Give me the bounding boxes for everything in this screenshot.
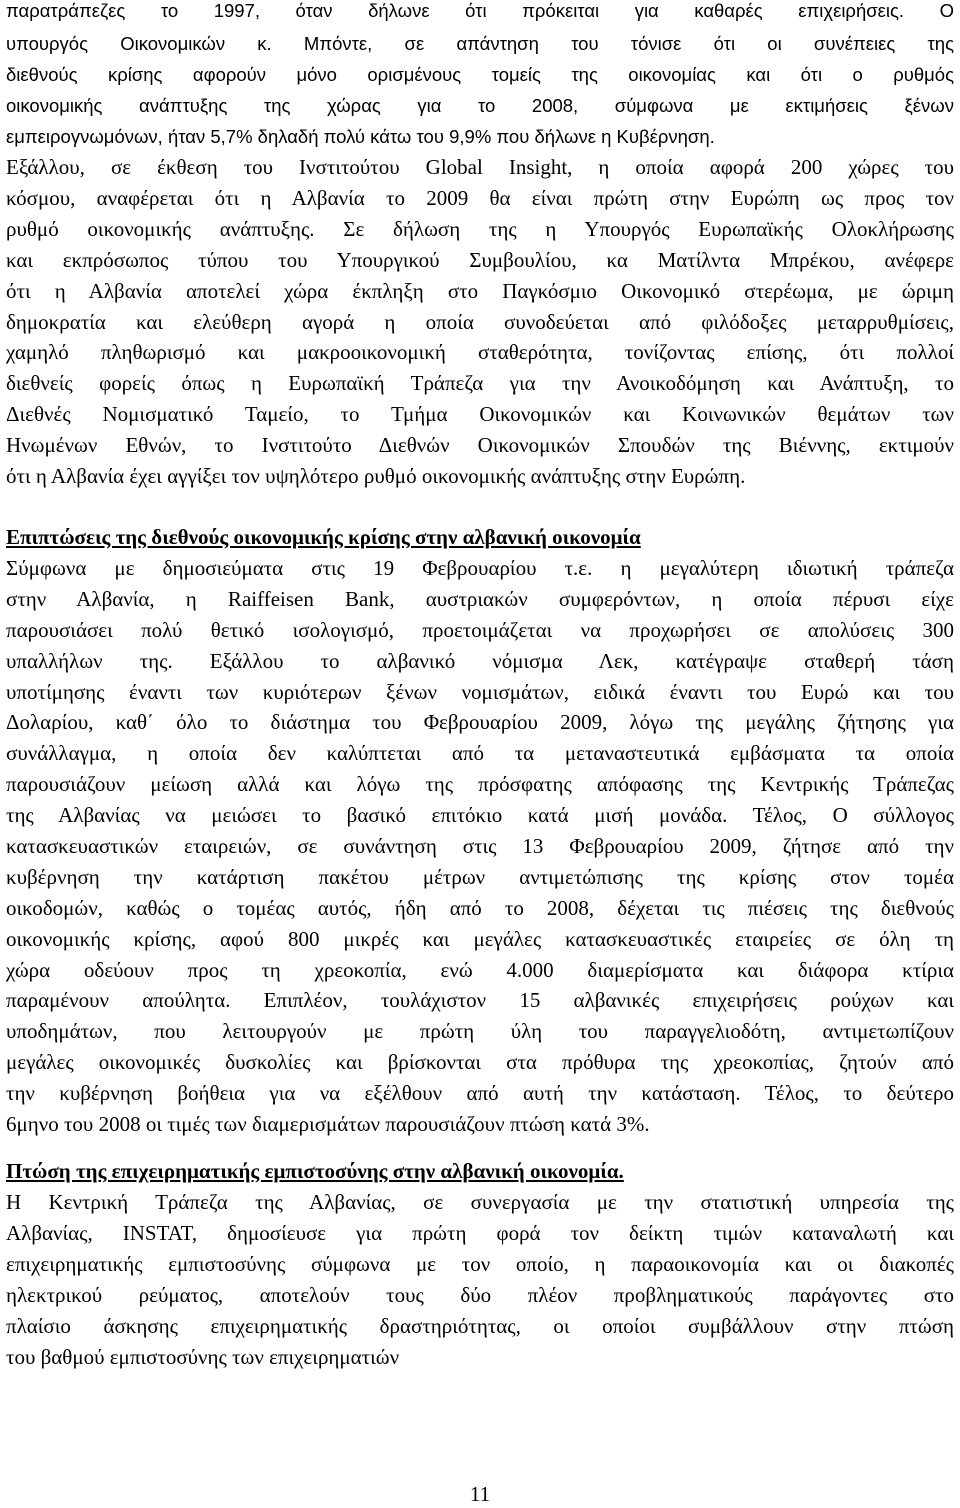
page-number: 11 (469, 1482, 491, 1506)
text-line: επιχειρηματικής εμπιστοσύνης σύμφωνα με τον οποίο, η παραοικονομία και οι διακοπές (6, 1252, 954, 1276)
text-line: κόσμου, αναφέρεται ότι η Αλβανία το 2009 θα είναι πρώτη στην Ευρώπη ως προς τον (6, 186, 954, 210)
text-line: Ηνωμένων Εθνών, το Ινστιτούτο Διεθνών Οικονομικών Σπουδών της Βιέννης, εκτιμούν (6, 433, 954, 457)
text-line: παρουσιάσει πολύ θετικό ισολογισμό, προετοιμάζεται να προχωρήσει σε απολύσεις 300 (6, 618, 954, 642)
text-line: 6μηνο του 2008 οι τιμές των διαμερισμάτων παρουσιάζουν πτώση κατά 3%. (6, 1112, 650, 1136)
text-line: ότι η Αλβανία έχει αγγίξει τον υψηλότερο ρυθμό οικονομικής ανάπτυξης στην Ευρώπη. (6, 464, 746, 488)
text-line: μεγάλες οικονομικές δυσκολίες και βρίσκονται στα πρόθυρα της χρεοκοπίας, ζητούν από (6, 1050, 954, 1074)
text-line: Σύμφωνα με δημοσιεύματα στις 19 Φεβρουαρίου τ.ε. η μεγαλύτερη ιδιωτική τράπεζα (6, 556, 954, 580)
text-line: την κυβέρνηση βοήθεια για να εξέλθουν από αυτή την κατάσταση. Τέλος, το δεύτερο (6, 1081, 954, 1105)
text-line: διεθνείς φορείς όπως η Ευρωπαϊκή Τράπεζα για την Ανοικοδόμηση και Ανάπτυξη, το (6, 371, 954, 395)
text-line: οικοδομών, καθώς ο τομέας αυτός, ήδη από το 2008, δέχεται τις πιέσεις της διεθνούς (6, 896, 954, 920)
text-line: υπουργός Οικονομικών κ. Μπόντε, σε απάντηση του τόνισε ότι οι συνέπειες της (6, 33, 954, 54)
text-line: ότι η Αλβανία αποτελεί χώρα έκπληξη στο Παγκόσμιο Οικονομικό στερέωμα, με ώριμη (6, 279, 954, 303)
text-line: διεθνούς κρίσης αφορούν μόνο ορισμένους τομείς της οικονομίας και ότι ο ρυθμός (6, 64, 954, 85)
text-line: χαμηλό πληθωρισμό και μακροοικονομική σταθερότητα, τονίζοντας επίσης, ότι πολλοί (6, 340, 954, 364)
text-line: εμπειρογνωμόνων, ήταν 5,7% δηλαδή πολύ κάτω του 9,9% που δήλωνε η Κυβέρνηση. (6, 126, 715, 147)
text-line: και εκπρόσωπος τύπου του Υπουργικού Συμβουλίου, κα Ματίλντα Μπρέκου, ανέφερε (6, 248, 954, 272)
text-line: υποδημάτων, που λειτουργούν με πρώτη ύλη του παραγγελιοδότη, αντιμετωπίζουν (6, 1019, 954, 1043)
text-line: Η Κεντρική Τράπεζα της Αλβανίας, σε συνεργασία με την στατιστική υπηρεσία της (6, 1190, 954, 1214)
text-line: συνάλλαγμα, η οποία δεν καλύπτεται από τα μεταναστευτικά εμβάσματα τα οποία (6, 741, 954, 765)
text-line: Εξάλλου, σε έκθεση του Ινστιτούτου Global Insight, η οποία αφορά 200 χώρες του (6, 155, 954, 179)
text-line: παρατράπεζες το 1997, όταν δήλωνε ότι πρόκειται για καθαρές επιχειρήσεις. Ο (6, 0, 954, 21)
text-line: οικονομικής ανάπτυξης της χώρας για το 2008, σύμφωνα με εκτιμήσεις ξένων (6, 95, 954, 116)
text-line: κατασκευαστικών εταιρειών, σε συνάντηση στις 13 Φεβρουαρίου 2009, ζήτησε από την (6, 834, 954, 858)
text-line: Διεθνές Νομισματικό Ταμείο, το Τμήμα Οικονομικών και Κοινωνικών θεμάτων των (6, 402, 954, 426)
text-line: χώρα οδεύουν προς τη χρεοκοπία, ενώ 4.000 διαμερίσματα και διάφορα κτίρια (6, 958, 954, 982)
text-line: παραμένουν απούλητα. Επιπλέον, τουλάχιστον 15 αλβανικές επιχειρήσεις ρούχων και (6, 988, 954, 1012)
text-line: υπαλλήλων της. Εξάλλου το αλβανικό νόμισμα Λεκ, κατέγραψε σταθερή τάση (6, 649, 954, 673)
text-line: του βαθμού εμπιστοσύνης των επιχειρηματιών (6, 1345, 400, 1369)
text-line: δημοκρατία και ελεύθερη αγορά η οποία συνοδεύεται από φιλόδοξες μεταρρυθμίσεις, (6, 310, 954, 334)
text-line: πλαίσιο άσκησης επιχειρηματικής δραστηριότητας, οι οποίοι συμβάλλουν στην πτώση (6, 1314, 954, 1338)
text-line: Δολαρίου, καθ΄ όλο το διάστημα του Φεβρουαρίου 2009, λόγω της μεγάλης ζήτησης για (6, 710, 954, 734)
text-line: της Αλβανίας να μειώσει το βασικό επιτόκιο κατά μισή μονάδα. Τέλος, Ο σύλλογος (6, 803, 954, 827)
section-heading: Πτώση της επιχειρηματικής εμπιστοσύνης στην αλβανική οικονομία. (6, 1159, 624, 1183)
text-line: ηλεκτρικού ρεύματος, αποτελούν τους δύο πλέον προβληματικούς παράγοντες στο (6, 1283, 954, 1307)
text-line: υποτίμησης έναντι των κυριότερων ξένων νομισμάτων, ειδικά έναντι του Ευρώ και του (6, 680, 954, 704)
text-line: Αλβανίας, INSTAT, δημοσίευσε για πρώτη φορά τον δείκτη τιμών καταναλωτή και (6, 1221, 954, 1245)
text-line: στην Αλβανία, η Raiffeisen Bank, αυστριακών συμφερόντων, η οποία πέρυσι είχε (6, 587, 954, 611)
section-heading: Επιπτώσεις της διεθνούς οικονομικής κρίσης στην αλβανική οικονομία (6, 525, 641, 549)
text-line: ρυθμό οικονομικής ανάπτυξης. Σε δήλωση της η Υπουργός Ευρωπαϊκής Ολοκλήρωσης (6, 217, 954, 241)
text-line: οικονομικής κρίσης, αφού 800 μικρές και μεγάλες κατασκευαστικές εταιρείες σε όλη τη (6, 927, 954, 951)
text-line: παρουσιάζουν μείωση αλλά και λόγω της πρόσφατης απόφασης της Κεντρικής Τράπεζας (6, 772, 954, 796)
text-line: κυβέρνηση την κατάρτιση πακέτου μέτρων αντιμετώπισης της κρίσης στον τομέα (6, 865, 954, 889)
